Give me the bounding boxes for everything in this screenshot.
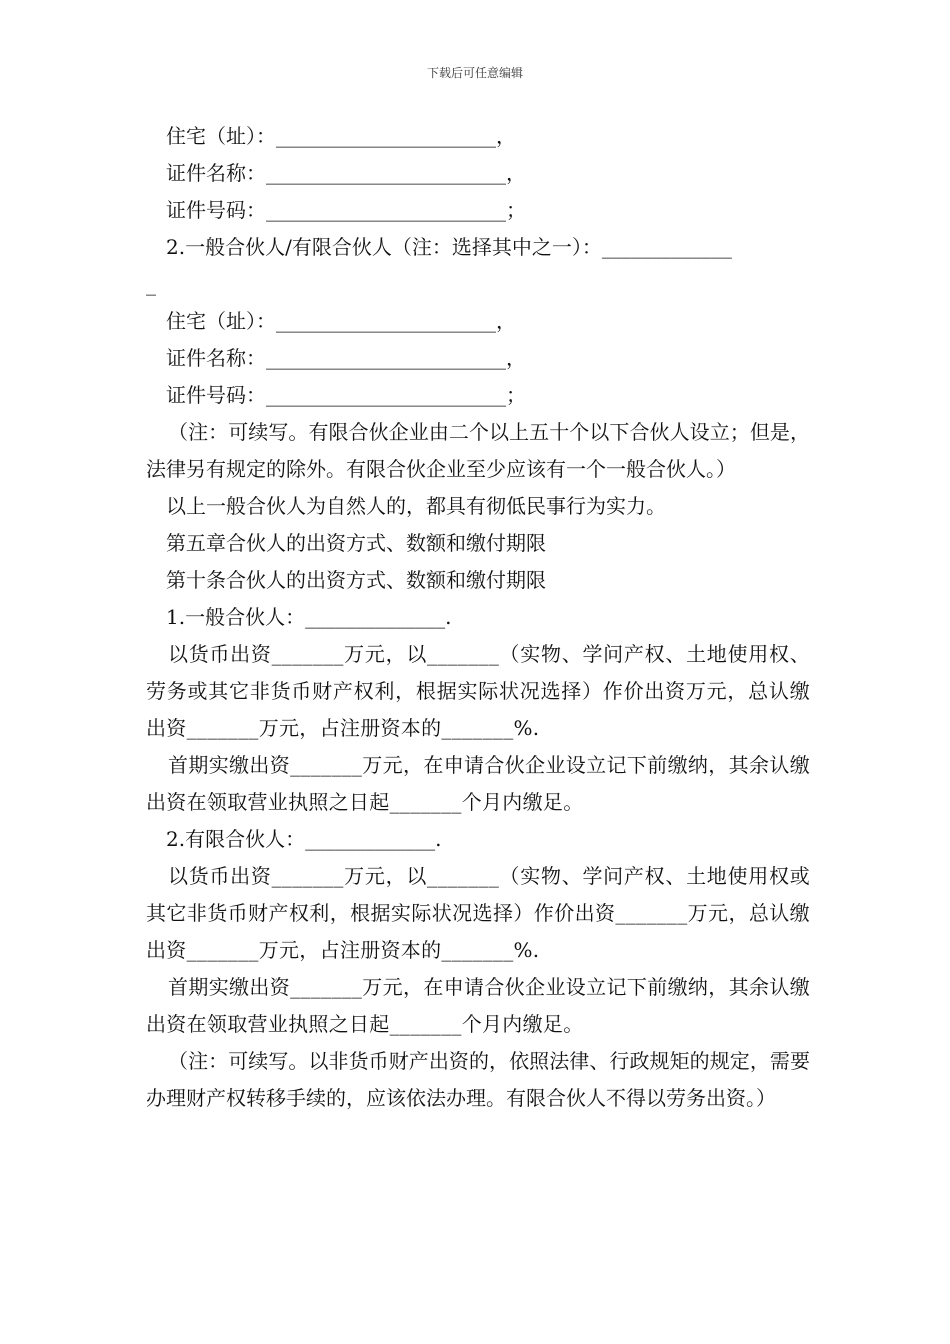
capacity-statement: 以上一般合伙人为自然人的，都具有彻低民事行为实力。 bbox=[166, 494, 666, 518]
id-number-line-2: 证件号码：________________________； bbox=[166, 383, 526, 407]
id-name-line-2: 证件名称：________________________， bbox=[166, 346, 526, 370]
id-name-line-1: 证件名称：________________________， bbox=[166, 161, 526, 185]
limited-partner-contribution: 以货币出资_______万元，以_______（实物、学问产权、土地使用权或其它非货币财产权利，根据实际状况选择）作价出资_______万元，总认缴出资_______万元，占注册资本的_______%. bbox=[146, 864, 810, 962]
note-non-monetary: （注：可续写。以非货币财产出资的，依照法律、行政规矩的规定，需要办理财产权转移手续的，应该依法办理。有限合伙人不得以劳务出资。） bbox=[146, 1049, 810, 1110]
general-partner-contribution: 以货币出资_______万元，以_______（实物、学问产权、土地使用权、劳务或其它非货币财产权利，根据实际状况选择）作价出资万元，总认缴出资_______万元，占注册资本的_______%. bbox=[146, 642, 810, 740]
document-body bbox=[146, 118, 810, 1117]
id-number-line-1: 证件号码：________________________； bbox=[166, 198, 526, 222]
limited-partner-payment: 首期实缴出资_______万元，在申请合伙企业设立记下前缴纳，其余认缴出资在领取营业执照之日起_______个月内缴足。 bbox=[146, 975, 810, 1036]
partner-2-line: 2.一般合伙人/有限合伙人（注：选择其中之一）：_____________ bbox=[166, 235, 732, 259]
general-partner-title: 1.一般合伙人：______________. bbox=[166, 605, 452, 629]
address-line-1: 住宅（址）：______________________， bbox=[166, 124, 516, 148]
partner-2-line-tail: _ bbox=[146, 272, 156, 296]
note-partners: （注：可续写。有限合伙企业由二个以上五十个以下合伙人设立；但是，法律另有规定的除外。有限合伙企业至少应该有一个一般合伙人。） bbox=[146, 420, 810, 481]
chapter-5-heading: 第五章合伙人的出资方式、数额和缴付期限 bbox=[166, 531, 546, 555]
address-line-2: 住宅（址）：______________________， bbox=[166, 309, 516, 333]
article-10-heading: 第十条合伙人的出资方式、数额和缴付期限 bbox=[166, 568, 546, 592]
general-partner-payment: 首期实缴出资_______万元，在申请合伙企业设立记下前缴纳，其余认缴出资在领取营业执照之日起_______个月内缴足。 bbox=[146, 753, 810, 814]
page-header: 下载后可任意编辑 bbox=[426, 66, 523, 80]
limited-partner-title: 2.有限合伙人：_____________. bbox=[166, 827, 442, 851]
